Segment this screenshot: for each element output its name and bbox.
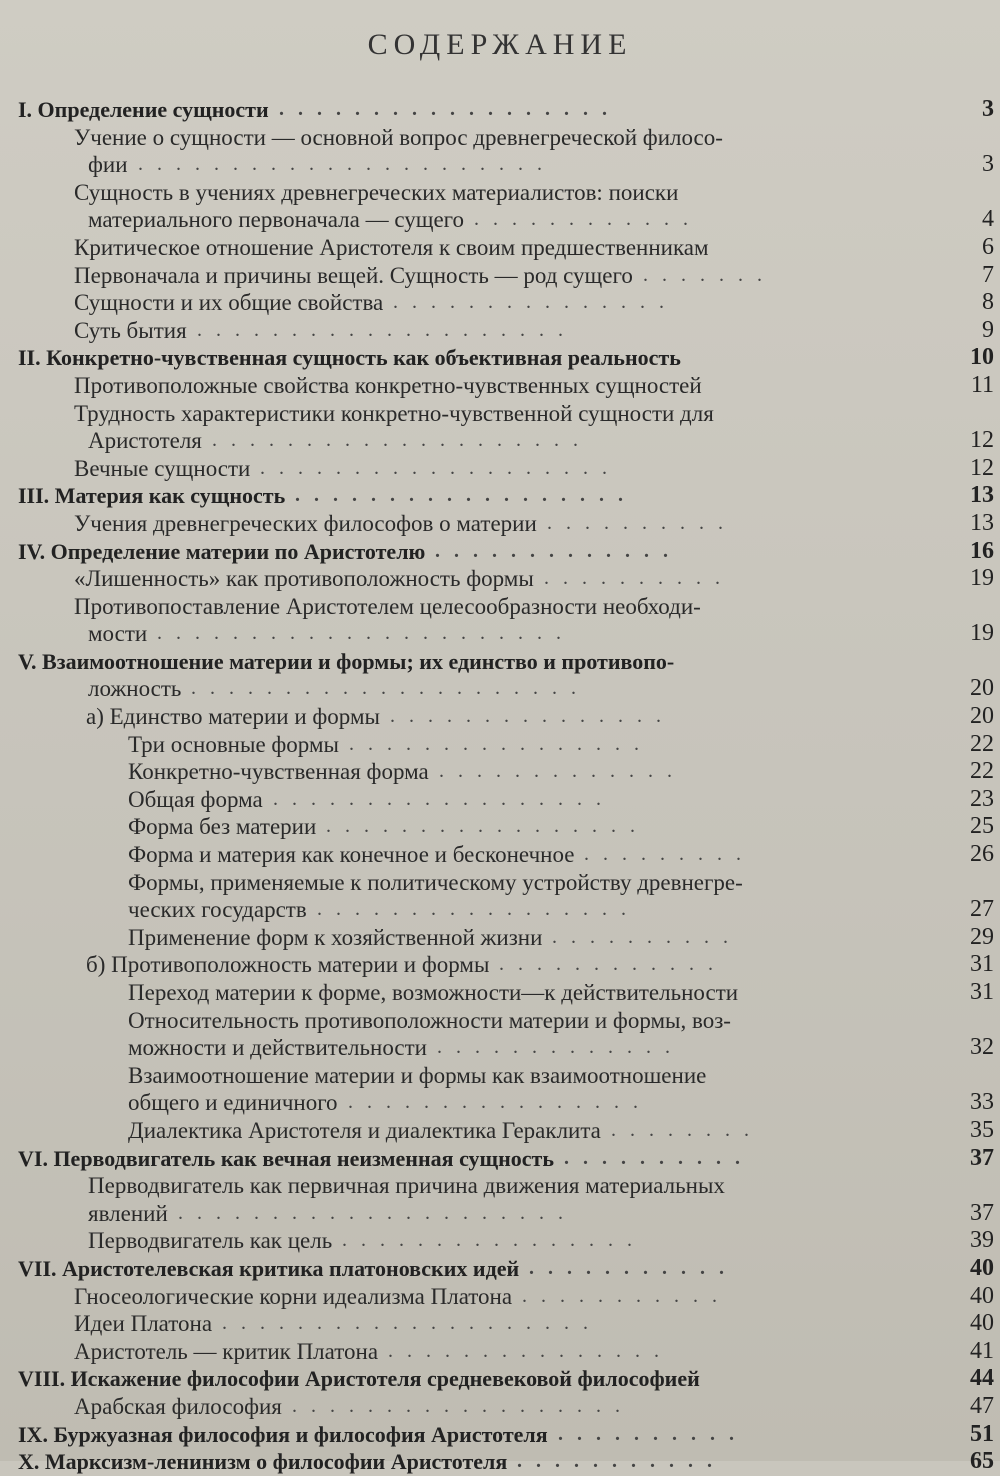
toc-entry-title: III. Материя как сущность — [18, 483, 286, 509]
toc-entry — [0, 96, 1000, 124]
toc-entry — [0, 1310, 1000, 1338]
toc-entry-title: I. Определение сущности — [18, 97, 269, 122]
toc-entry-title: ческих государств — [128, 897, 307, 923]
page-title: СОДЕРЖАНИЕ — [367, 28, 633, 61]
toc-entry — [0, 813, 1000, 841]
toc-entry-title: V. Взаимоотношение материи и формы; их единство и противопо- — [18, 648, 675, 674]
toc-entry-page: 22 — [970, 730, 994, 757]
dot-leader: ...................... — [138, 153, 556, 176]
toc-entry — [0, 262, 1000, 290]
toc-entry-title: Сущности и их общие свойства — [74, 290, 384, 316]
toc-entry — [0, 593, 1000, 621]
toc-entry-title: Гносеологические корни идеализма Платона — [74, 1283, 513, 1309]
toc-entry-page: 8 — [982, 289, 994, 316]
toc-entry — [0, 1172, 1000, 1200]
toc-entry-page: 11 — [970, 371, 994, 398]
toc-entry — [0, 979, 1000, 1007]
dot-leader: ............... — [388, 1339, 673, 1362]
dot-leader: ...................... — [157, 622, 575, 645]
toc-entry-page: 13 — [970, 482, 994, 509]
dot-leader: ............... — [390, 705, 675, 728]
dot-leader: .................... — [197, 318, 577, 341]
dot-leader: .................. — [273, 787, 615, 810]
toc-entry-page: 12 — [970, 427, 994, 454]
dot-leader: ............. — [439, 760, 686, 783]
toc-entry-title: Учения древнегреческих философов о материи — [74, 510, 537, 536]
toc-entry — [0, 289, 1000, 317]
dot-leader: .......... — [544, 567, 734, 590]
dot-leader: ................ — [348, 1091, 652, 1114]
toc-entry — [0, 179, 1000, 207]
toc-entry — [0, 758, 1000, 786]
toc-entry-page: 37 — [970, 1144, 994, 1171]
dot-leader: ................... — [260, 456, 621, 479]
dot-leader: ....... — [643, 263, 776, 286]
toc-entry — [0, 234, 1000, 262]
toc-entry-title: а) Единство материи и формы — [86, 704, 380, 730]
toc-entry — [0, 1007, 1000, 1035]
toc-entry-title: VIII. Искажение философии Аристотеля средневековой философией — [18, 1366, 700, 1392]
toc-entry-page: 20 — [970, 675, 994, 702]
toc-entry-title: Перводвигатель как цель — [88, 1228, 333, 1254]
toc-entry-title: X. Марксизм-ленинизм о философии Аристотеля — [18, 1449, 508, 1475]
toc-entry — [0, 151, 1000, 179]
toc-entry-title: Арабская философия — [74, 1393, 282, 1419]
toc-entry-title: II. Конкретно-чувственная сущность как объективная реальность — [18, 345, 681, 371]
toc-entry-page: 4 — [982, 206, 994, 233]
dot-leader: ........... — [517, 1450, 726, 1473]
dot-leader: ..................... — [178, 1201, 577, 1224]
toc-entry-page: 40 — [970, 1310, 994, 1337]
toc-entry-page: 44 — [970, 1365, 994, 1392]
toc-entry-title: Противопоставление Аристотелем целесообразности необходи- — [74, 593, 701, 619]
dot-leader: .................... — [222, 1312, 602, 1335]
toc-entry-page: 51 — [970, 1420, 994, 1447]
toc-entry-page: 3 — [982, 151, 994, 178]
toc-entry — [0, 1145, 1000, 1173]
dot-leader: ................ — [342, 1229, 646, 1252]
toc-entry — [0, 565, 1000, 593]
toc-entry-page: 9 — [982, 316, 994, 343]
toc-entry-page: 26 — [970, 841, 994, 868]
dot-leader: ........... — [529, 1256, 738, 1279]
toc-entry-title: IX. Буржуазная философия и философия Аристотеля — [18, 1421, 548, 1447]
toc-entry — [0, 841, 1000, 869]
toc-entry — [0, 482, 1000, 510]
toc-entry-title: мости — [88, 621, 148, 647]
toc-entry-page: 32 — [970, 1034, 994, 1061]
dot-leader: .......... — [547, 511, 737, 534]
toc-entry — [0, 1283, 1000, 1311]
toc-entry-title: явлений — [88, 1200, 168, 1226]
toc-entry-title: ложность — [88, 676, 182, 702]
toc-entry — [0, 1338, 1000, 1366]
toc-entry-page: 47 — [970, 1392, 994, 1419]
toc-entry-page: 41 — [970, 1337, 994, 1364]
toc-entry-page: 23 — [970, 785, 994, 812]
toc-entry — [0, 1117, 1000, 1145]
toc-entry — [0, 786, 1000, 814]
toc-entry — [0, 951, 1000, 979]
toc-entry-title: Форма без материи — [128, 814, 317, 840]
toc-entry-page: 19 — [970, 620, 994, 647]
dot-leader: .................. — [292, 1394, 634, 1417]
dot-leader: .................. — [279, 98, 621, 120]
dot-leader: ........ — [611, 1118, 763, 1141]
toc-entry — [0, 538, 1000, 566]
toc-entry-page: 31 — [970, 951, 994, 978]
dot-leader: .................... — [212, 429, 592, 452]
toc-entry-page: 40 — [970, 1254, 994, 1281]
toc-entry-title: Три основные формы — [128, 731, 339, 757]
toc-entry — [0, 1255, 1000, 1283]
toc-entry — [0, 206, 1000, 234]
toc-entry-title: Учение о сущности — основной вопрос древнегреческой филосо- — [74, 124, 723, 150]
toc-entry-title: Перводвигатель как первичная причина движения материальных — [88, 1173, 725, 1199]
toc-entry-title: Форма и материя как конечное и бесконечное — [128, 842, 575, 868]
toc-entry-title: Взаимоотношение материи и формы как взаимоотношение — [128, 1062, 707, 1088]
dot-leader: ............... — [393, 291, 678, 314]
toc-entry — [0, 869, 1000, 897]
toc-entry-page: 65 — [970, 1448, 994, 1475]
toc-entry — [0, 372, 1000, 400]
toc-entry-page: 40 — [970, 1282, 994, 1309]
dot-leader: .......... — [564, 1146, 754, 1169]
toc-entry-title: Конкретно-чувственная форма — [128, 759, 429, 785]
toc-entry-page: 6 — [982, 233, 994, 260]
toc-entry-page: 10 — [970, 344, 994, 371]
toc-entry — [0, 675, 1000, 703]
toc-entry-page: 16 — [970, 537, 994, 564]
toc-entry-page: 37 — [970, 1199, 994, 1226]
toc-entry-page: 19 — [970, 565, 994, 592]
toc-entry-title: Противоположные свойства конкретно-чувственных сущностей — [74, 372, 702, 398]
toc-entry — [0, 1034, 1000, 1062]
toc-entry — [0, 427, 1000, 455]
toc-entry-page: 20 — [970, 703, 994, 730]
dot-leader: ............. — [435, 539, 682, 562]
toc-entry-page: 29 — [970, 923, 994, 950]
dot-leader: ........... — [522, 1284, 731, 1307]
dot-leader: ..................... — [191, 677, 590, 700]
toc-entry — [0, 344, 1000, 372]
toc-entry-title: Применение форм к хозяйственной жизни — [128, 924, 543, 950]
toc-entry — [0, 1227, 1000, 1255]
toc-entry-page: 13 — [970, 509, 994, 536]
toc-entry-page: 22 — [970, 758, 994, 785]
toc-entry-title: Аристотеля — [88, 428, 202, 454]
toc-entry — [0, 731, 1000, 759]
table-of-contents — [0, 96, 1000, 1476]
toc-entry-title: Аристотель — критик Платона — [74, 1338, 379, 1364]
toc-entry-page: 25 — [970, 813, 994, 840]
toc-entry-page: 7 — [982, 261, 994, 288]
dot-leader: ............. — [437, 1036, 684, 1059]
toc-entry-page: 35 — [970, 1116, 994, 1143]
toc-entry — [0, 896, 1000, 924]
toc-entry-title: Переход материи к форме, возможности—к действительности — [128, 980, 739, 1005]
dot-leader: .......... — [558, 1422, 748, 1445]
toc-entry-title: Относительность противоположности материи и формы, воз- — [128, 1007, 731, 1033]
toc-entry — [0, 924, 1000, 952]
toc-entry-title: IV. Определение материи по Аристотелю — [18, 538, 426, 564]
dot-leader: ................. — [326, 815, 649, 838]
toc-entry-page: 3 — [982, 96, 994, 122]
toc-entry — [0, 1421, 1000, 1449]
dot-leader: ............ — [499, 953, 727, 976]
toc-entry-title: Первоначала и причины вещей. Сущность — род сущего — [74, 262, 633, 288]
toc-entry — [0, 317, 1000, 345]
toc-entry — [0, 1200, 1000, 1228]
toc-entry-title: Формы, применяемые к политическому устройству древнегре- — [128, 869, 743, 895]
dot-leader: .......... — [552, 925, 742, 948]
toc-entry-title: Сущность в учениях древнегреческих материалистов: поиски — [74, 179, 679, 205]
toc-entry-page: 39 — [970, 1227, 994, 1254]
toc-entry — [0, 703, 1000, 731]
toc-entry — [0, 1393, 1000, 1421]
toc-entry — [0, 1365, 1000, 1393]
toc-entry-page: 12 — [970, 454, 994, 481]
dot-leader: ................ — [349, 732, 653, 755]
toc-entry-title: Вечные сущности — [74, 455, 251, 481]
toc-entry-page: 33 — [970, 1089, 994, 1116]
toc-entry-title: б) Противоположность материи и формы — [86, 952, 490, 978]
toc-entry-title: Диалектика Аристотеля и диалектика Гераклита — [128, 1117, 601, 1143]
toc-entry — [0, 648, 1000, 676]
toc-entry-title: Общая форма — [128, 786, 263, 812]
toc-entry-title: Трудность характеристики конкретно-чувственной сущности для — [74, 400, 714, 426]
toc-entry-page: 27 — [970, 896, 994, 923]
toc-entry-page: 31 — [970, 979, 994, 1005]
dot-leader: ......... — [584, 843, 755, 866]
toc-entry-title: «Лишенность» как противоположность формы — [74, 566, 534, 592]
toc-entry-title: VII. Аристотелевская критика платоновских идей — [18, 1255, 520, 1281]
toc-entry-title: можности и действительности — [128, 1035, 427, 1061]
toc-entry — [0, 620, 1000, 648]
toc-entry-title: общего и единичного — [128, 1090, 338, 1116]
toc-entry — [0, 455, 1000, 483]
toc-entry — [0, 124, 1000, 152]
toc-entry-title: Суть бытия — [74, 317, 187, 343]
toc-entry — [0, 510, 1000, 538]
toc-entry-title: Критическое отношение Аристотеля к своим предшественникам — [74, 234, 709, 260]
dot-leader: .................. — [295, 484, 637, 507]
toc-entry-title: фии — [88, 152, 128, 178]
toc-entry-title: Идеи Платона — [74, 1311, 213, 1337]
toc-entry — [0, 1448, 1000, 1476]
toc-entry — [0, 1089, 1000, 1117]
toc-entry-title: VI. Перводвигатель как вечная неизменная сущность — [18, 1145, 554, 1171]
dot-leader: ............ — [474, 208, 702, 231]
toc-entry — [0, 1062, 1000, 1090]
toc-entry — [0, 400, 1000, 428]
toc-entry-title: материального первоначала — сущего — [88, 207, 465, 233]
dot-leader: ................. — [317, 898, 640, 921]
